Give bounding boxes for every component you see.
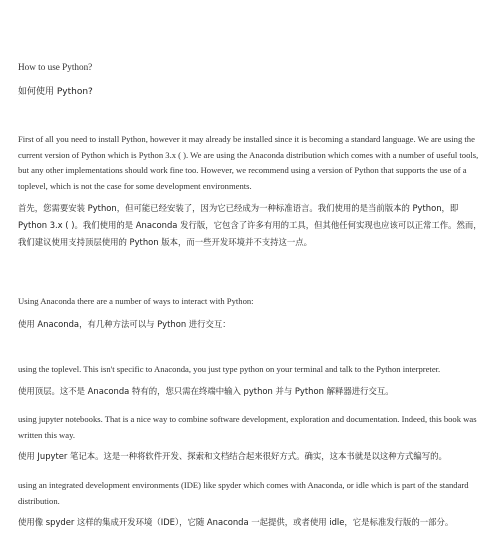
paragraph-toplevel-chinese: 使用顶层。这不是 Anaconda 特有的，您只需在终端中输入 python 并与 Python 解释器进行交互。	[18, 385, 394, 396]
paragraph-ide-chinese: 使用像 spyder 这样的集成开发环境（IDE），它随 Anaconda 一起提供，或者使用 idle，它是标准发行版的一部分。	[18, 517, 454, 527]
heading-english: How to use Python?	[18, 62, 93, 72]
paragraph-install-english: First of all you need to install Python, however it may already be installed since it is becoming a standard language. We are using the current version of Python which is Python 3.x ( ). We are using the Anaconda distribution which comes with a number of useful tools, but any other implementations should work fine too. However, we recommend using a version of Python that supports the use of a toplevel, which is not the case for some development environments.	[18, 134, 479, 191]
paragraph-jupyter-english: using jupyter notebooks. That is a nice way to combine software development, exploration and documentation. Indeed, this book was written this way.	[18, 414, 477, 440]
paragraph-toplevel	[18, 362, 486, 400]
paragraph-ways-chinese: 使用 Anaconda，有几种方法可以与 Python 进行交互：	[18, 318, 231, 329]
paragraph-jupyter	[18, 412, 486, 465]
paragraph-ways-english: Using Anaconda there are a number of ways to interact with Python:	[18, 296, 254, 306]
paragraph-ways	[18, 294, 486, 333]
heading-chinese: 如何使用 Python?	[18, 87, 93, 97]
paragraph-ide	[18, 478, 486, 531]
paragraph-install	[18, 132, 486, 251]
paragraph-install-chinese: 首先，您需要安装 Python，但可能已经安装了，因为它已经成为一种标准语言。我们使用的是当前版本的 Python，即 Python 3.x ( )。我们使用的是 Anaconda 发行版，它包含了许多有用的工具，但其他任何实现也应该可以正常工作。然而，我们建议使用支持顶层使用的 Python 版本，而一些开发环境并不支持这一点。	[18, 203, 482, 247]
paragraph-jupyter-chinese: 使用 Jupyter 笔记本。这是一种将软件开发、探索和文档结合起来很好方式。确实，这本书就是以这种方式编写的。	[18, 451, 447, 461]
paragraph-ide-english: using an integrated development environments (IDE) like spyder which comes with Anaconda, or idle which is part of the standard distribution.	[18, 480, 469, 506]
paragraph-toplevel-english: using the toplevel. This isn't specific to Anaconda, you just type python on your terminal and talk to the Python interpreter.	[18, 364, 441, 374]
